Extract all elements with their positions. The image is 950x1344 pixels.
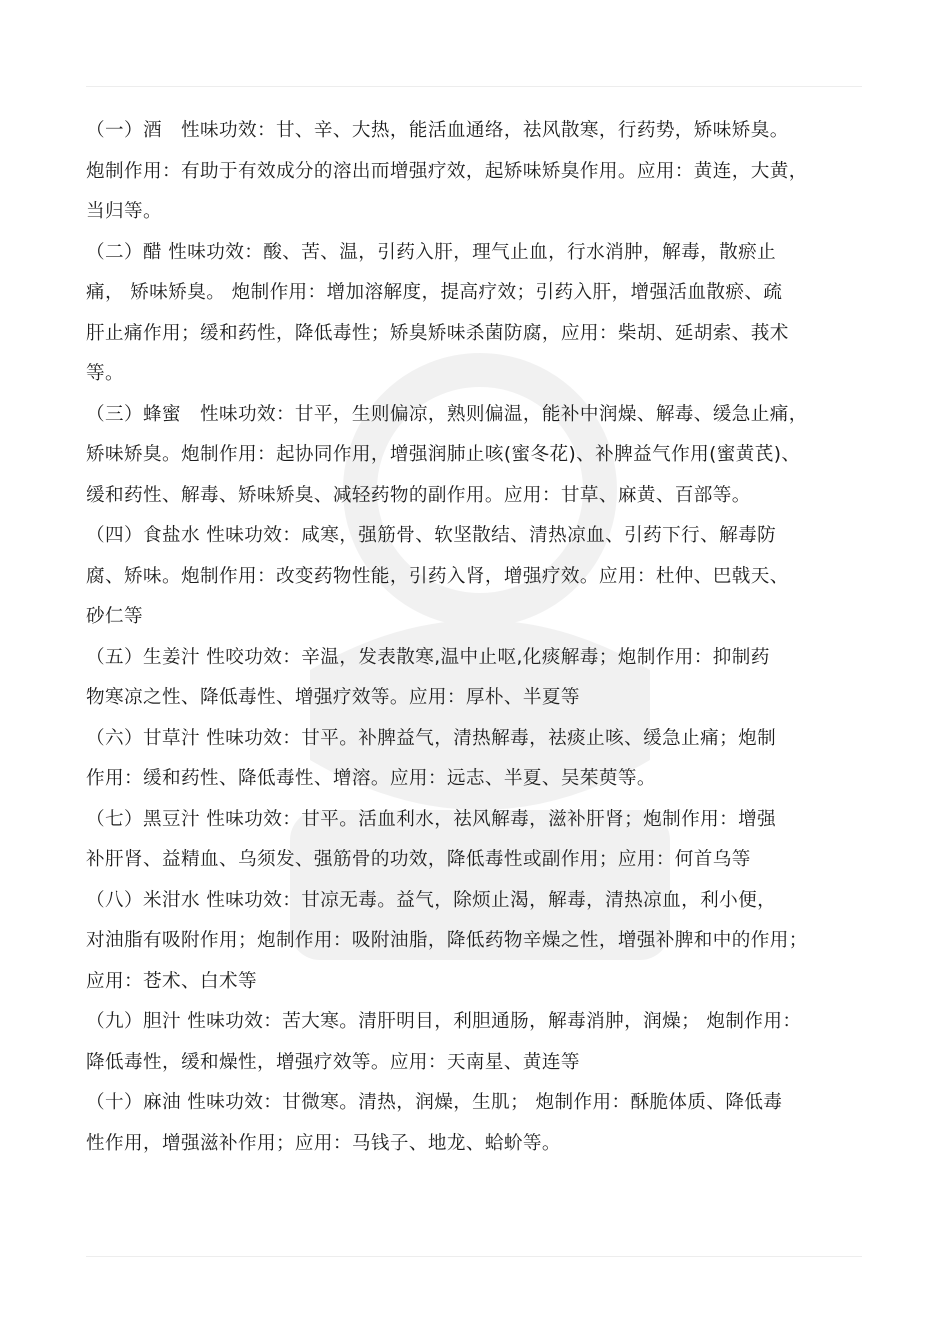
text-line: 砂仁等 [86,606,143,627]
paragraph-2 [86,233,886,395]
text-line: （一）酒 性味功效：甘、辛、大热，能活血通络，祛风散寒，行药势，矫味矫臭。 [86,120,789,141]
paragraph-9 [86,1002,886,1083]
text-line: 腐、矫味。炮制作用：改变药物性能，引药入肾，增强疗效。应用：杜仲、巴戟天、 [86,565,789,587]
paragraph-4 [86,516,886,638]
paragraph-6 [86,719,886,800]
text-line: 缓和药性、解毒、矫味矫臭、减轻药物的副作用。应用：甘草、麻黄、百部等。 [86,484,751,506]
text-line: 肝止痛作用；缓和药性，降低毒性；矫臭矫味杀菌防腐，应用：柴胡、延胡索、莪术 [86,322,789,344]
text-line: （九）胆汁 性味功效：苦大寒。清肝明目，利胆通肠，解毒消肿，润燥； 炮制作用： [86,1011,802,1032]
paragraph-7 [86,800,886,881]
text-line: 对油脂有吸附作用；炮制作用：吸附油脂，降低药物辛燥之性，增强补脾和中的作用； [86,930,808,951]
paragraph-3 [86,395,886,517]
text-line: 性作用，增强滋补作用；应用：马钱子、地龙、蛤蚧等。 [86,1132,561,1154]
header-rule [86,86,862,87]
text-line: （三）蜂蜜 性味功效：甘平，生则偏凉，熟则偏温，能补中润燥、解毒、缓急止痛， [86,403,808,425]
text-line: 痛， 矫味矫臭。 炮制作用：增加溶解度，提高疗效；引药入肝，增强活血散瘀、疏 [86,282,783,303]
text-line: 炮制作用：有助于有效成分的溶出而增强疗效，起矫味矫臭作用。应用：黄连，大黄， [86,160,808,182]
text-line: （七）黑豆汁 性味功效：甘平。活血利水，祛风解毒，滋补肝肾；炮制作用：增强 [86,808,777,830]
text-line: （八）米泔水 性味功效：甘凉无毒。益气，除烦止渴，解毒，清热凉血，利小便， [86,889,777,911]
paragraph-10 [86,1083,886,1164]
text-line: （六）甘草汁 性味功效：甘平。补脾益气，清热解毒，祛痰止咳、缓急止痛；炮制 [86,727,777,749]
footer-rule [86,1256,862,1257]
paragraph-5 [86,638,886,719]
text-line: （四）食盐水 性味功效：咸寒，强筋骨、软坚散结、清热凉血、引药下行、解毒防 [86,525,777,546]
text-line: （二）醋 性味功效：酸、苦、温，引药入肝，理气止血，行水消肿，解毒，散瘀止 [86,241,777,263]
paragraph-8 [86,881,886,1003]
text-line: 物寒凉之性、降低毒性、增强疗效等。应用：厚朴、半夏等 [86,687,580,708]
paragraph-1 [86,111,886,233]
text-line: 应用：苍术、白术等 [86,970,257,992]
text-line: 矫味矫臭。炮制作用：起协同作用，增强润肺止咳(蜜冬花)、补脾益气作用(蜜黄芪)、 [86,444,801,465]
text-line: （十）麻油 性味功效：甘微寒。清热，润燥，生肌； 炮制作用：酥脆体质、降低毒 [86,1092,783,1113]
text-line: 等。 [86,363,124,384]
document-body [86,111,886,1164]
text-line: （五）生姜汁 性咬功效：辛温，发表散寒,温中止呕,化痰解毒；炮制作用：抑制药 [86,646,770,668]
text-line: 作用：缓和药性、降低毒性、增溶。应用：远志、半夏、吴茱萸等。 [86,768,656,789]
text-line: 降低毒性，缓和燥性，增强疗效等。应用：天南星、黄连等 [86,1051,580,1073]
text-line: 当归等。 [86,201,162,222]
text-line: 补肝肾、益精血、乌须发、强筋骨的功效，降低毒性或副作用；应用：何首乌等 [86,849,751,870]
